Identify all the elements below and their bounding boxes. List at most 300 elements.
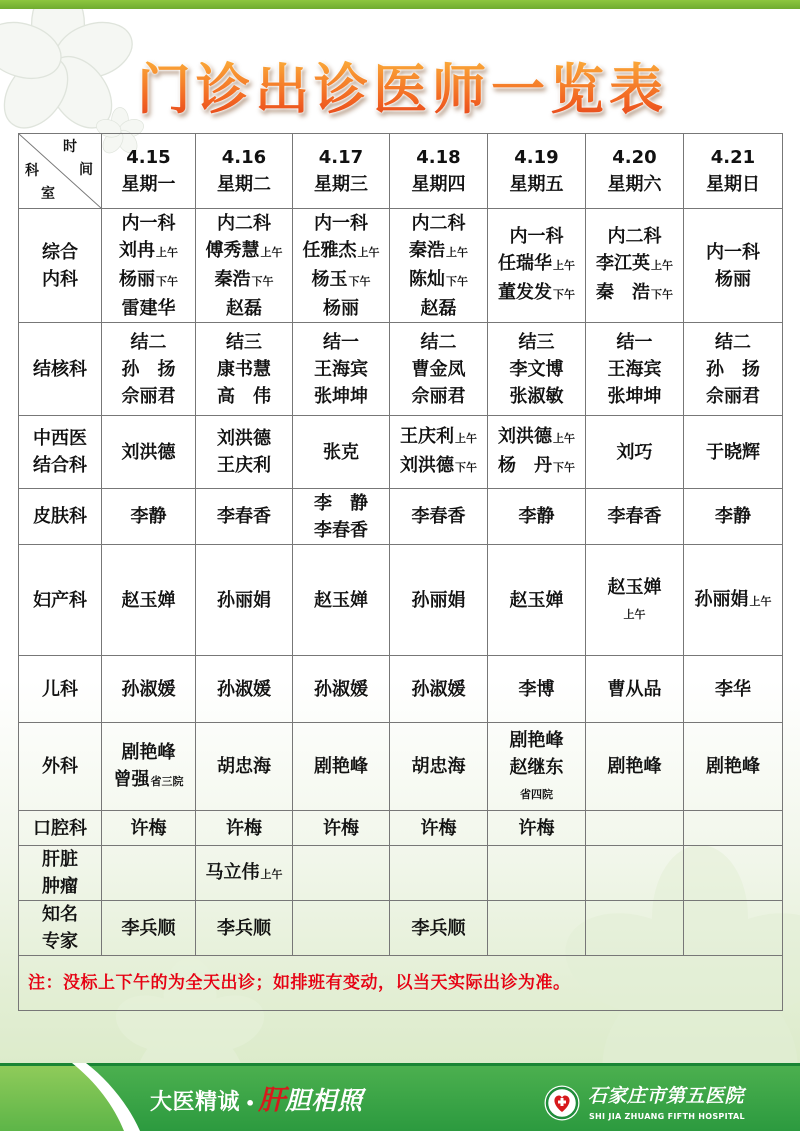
day-weekday: 星期六 [607,174,662,195]
doctor-name: 剧艳峰 [314,756,368,777]
schedule-cell [586,416,684,489]
dept-label-line: 综合 [42,241,78,263]
schedule-cell [488,323,586,416]
schedule-cell [196,901,293,956]
schedule-cell [684,545,783,656]
doctor-line [196,587,292,614]
doctor-line [102,383,195,410]
schedule-cell [196,489,293,545]
doctor-name: 内二科 [411,212,466,234]
doctor-name: 任雅杰 [302,239,357,261]
schedule-cell [586,846,684,901]
doctor-line [293,295,389,322]
session-tag: 下午 [348,274,371,288]
schedule-cell [102,209,196,323]
doctor-name: 李春香 [411,506,466,527]
doctor-line [196,210,292,237]
day-header [102,134,196,209]
doctor-name: 杨玉 [311,268,348,290]
day-weekday: 星期五 [509,174,564,195]
doctor-line [102,266,195,295]
day-weekday: 星期二 [217,174,271,195]
dept-row [19,323,783,416]
doctor-line [488,329,585,356]
schedule-cell [586,811,684,846]
doctor-line [196,503,292,530]
doctor-name: 李江英 [596,253,650,274]
doctor-line [488,383,585,410]
schedule-cell [196,323,293,416]
doctor-line [102,210,195,237]
schedule-cell [390,656,488,723]
doctor-name: 李春香 [217,506,271,527]
doctor-line [488,676,585,703]
doctor-line [390,423,487,452]
schedule-cell [684,723,783,811]
doctor-line [390,587,487,614]
doctor-name: 孙 扬 [706,358,760,380]
doctor-line [586,574,683,601]
schedule-cell [488,846,586,901]
dept-label-line: 儿科 [42,678,78,700]
page-title: 门诊出诊医师一览表 [0,56,800,124]
doctor-line [488,587,585,614]
doctor-line [293,753,389,780]
doctor-name: 杨丽 [715,268,751,290]
doctor-line [293,676,389,703]
schedule-cell [586,323,684,416]
doctor-name: 孙淑媛 [411,678,466,700]
doctor-name: 李静 [715,506,751,527]
schedule-cell [390,846,488,901]
doctor-line [684,439,782,466]
doctor-name: 结三 [518,331,555,353]
session-tag: 下午 [553,288,575,301]
doctor-name: 内一科 [314,212,368,234]
doctor-name: 张坤坤 [314,385,368,407]
slogan-separator: • [245,1094,256,1113]
session-tag: 上午 [553,432,575,445]
doctor-name: 李兵顺 [217,917,271,939]
doctor-name: 李春香 [314,519,368,541]
doctor-name: 刘洪德 [400,455,454,476]
doctor-line [293,383,389,410]
doctor-name: 刘洪德 [121,441,176,463]
doctor-line [293,490,389,517]
doctor-name: 刘洪德 [498,426,552,447]
doctor-name: 陈灿 [409,268,445,290]
schedule-cell [102,545,196,656]
doctor-name: 赵玉婵 [314,589,368,611]
doctor-line [488,452,585,481]
doctor-name: 高 伟 [217,385,271,407]
day-date: 4.15 [126,147,171,168]
corner-cell [19,134,102,209]
doctor-name: 杨 丹 [498,455,552,476]
day-header [684,134,783,209]
doctor-name: 刘洪德 [217,428,271,449]
doctor-name: 李静 [130,506,167,527]
schedule-cell [102,416,196,489]
dept-label-cell [19,416,102,489]
doctor-line [390,503,487,530]
dept-row [19,723,783,811]
schedule-cell [684,416,783,489]
dept-label-line: 口腔科 [33,817,87,839]
doctor-name: 李兵顺 [121,917,176,939]
doctor-name: 内一科 [121,212,176,234]
corner-time-char: 间 [79,162,93,178]
doctor-name: 内二科 [607,226,662,247]
schedule-cell [684,489,783,545]
dept-label-line: 知名 [42,904,78,925]
doctor-name: 结一 [323,331,359,353]
doctor-line [196,452,292,479]
doctor-name: 内一科 [706,241,760,263]
day-weekday: 星期一 [121,174,176,195]
schedule-cell [488,545,586,656]
day-date: 4.20 [612,147,657,168]
doctor-line [102,356,195,383]
schedule-cell [390,209,488,323]
schedule-cell [293,416,390,489]
schedule-cell [293,323,390,416]
doctor-name: 结二 [130,331,167,353]
doctor-line [586,676,683,703]
doctor-name: 康书慧 [217,358,271,380]
doctor-line [390,815,487,842]
doctor-name: 佘丽君 [121,385,176,407]
schedule-cell [488,209,586,323]
doctor-line [102,676,195,703]
doctor-name: 剧艳峰 [706,756,760,777]
doctor-line [293,517,389,544]
doctor-line [102,439,195,466]
doctor-line [390,295,487,322]
doctor-name: 胡忠海 [411,756,466,777]
day-header [293,134,390,209]
doctor-line [488,781,585,807]
doctor-line [586,279,683,308]
schedule-cell [488,489,586,545]
dept-label-line: 皮肤科 [33,506,87,527]
schedule-cell [586,656,684,723]
dept-label-cell [19,545,102,656]
schedule-note: 注：没标上下午的为全天出诊；如排班有变动，以当天实际出诊为准。 [19,956,783,1011]
doctor-name: 佘丽君 [411,385,466,407]
session-tag: 上午 [260,245,283,259]
schedule-cell [102,323,196,416]
doctor-name: 许梅 [420,817,457,839]
schedule-cell [293,209,390,323]
doctor-name: 孙淑媛 [217,678,271,700]
doctor-name: 结一 [616,331,653,353]
doctor-line [196,383,292,410]
dept-label-cell [19,489,102,545]
schedule-cell [102,723,196,811]
schedule-cell [586,489,684,545]
doctor-line [684,329,782,356]
doctor-name: 结二 [715,331,751,353]
schedule-cell [488,723,586,811]
doctor-name: 胡忠海 [217,756,271,777]
session-tag: 下午 [446,274,468,288]
doctor-line [390,753,487,780]
schedule-cell [586,723,684,811]
doctor-name: 许梅 [130,817,167,839]
doctor-name: 李春香 [607,506,662,527]
doctor-name: 剧艳峰 [121,741,176,763]
session-tag: 上午 [651,259,673,272]
doctor-line [488,754,585,781]
doctor-line [390,329,487,356]
dept-row [19,489,783,545]
doctor-name: 王海宾 [607,358,662,380]
session-tag: 下午 [251,274,274,288]
doctor-line [293,329,389,356]
dept-label-cell [19,723,102,811]
session-tag: 下午 [553,461,575,474]
doctor-line [684,503,782,530]
schedule-cell [684,656,783,723]
corner-box [19,134,101,208]
doctor-line [102,766,195,795]
day-header [586,134,684,209]
doctor-name: 王海宾 [314,358,368,380]
session-tag: 下午 [651,288,673,301]
doctor-name: 王庆利 [400,426,454,447]
doctor-line [293,815,389,842]
doctor-line [586,356,683,383]
dept-label-cell [19,209,102,323]
doctor-line [102,739,195,766]
schedule-cell [293,489,390,545]
doctor-line [586,503,683,530]
doctor-name: 剧艳峰 [607,756,662,777]
schedule-cell [390,811,488,846]
schedule-cell [293,901,390,956]
schedule-cell [488,901,586,956]
dept-label-line: 妇产科 [33,589,87,611]
dept-row [19,846,783,901]
schedule-cell [586,209,684,323]
doctor-line [390,266,487,295]
session-tag: 上午 [553,259,575,272]
doctor-name: 李兵顺 [411,917,466,939]
doctor-name: 孙淑媛 [314,678,368,700]
dept-label-cell [19,846,102,901]
footer-slogan [150,1083,363,1119]
schedule-cell [196,416,293,489]
doctor-name: 孙丽娟 [411,589,466,611]
doctor-name: 结三 [226,331,262,353]
doctor-name: 曹从品 [607,678,662,700]
doctor-name: 李静 [518,506,555,527]
dept-label-cell [19,901,102,956]
doctor-name: 张克 [323,441,359,463]
schedule-cell [684,323,783,416]
schedule-cell [390,901,488,956]
doctor-line [586,250,683,279]
dept-row [19,811,783,846]
doctor-name: 李 静 [314,492,368,514]
schedule-cell [196,723,293,811]
doctor-line [586,601,683,627]
doctor-line [293,210,389,237]
doctor-line [102,587,195,614]
schedule-cell [390,489,488,545]
doctor-line [684,383,782,410]
session-tag: 下午 [156,274,178,288]
day-weekday: 星期日 [706,174,760,195]
schedule-cell [488,656,586,723]
doctor-line [293,266,389,295]
session-tag: 上午 [455,432,477,445]
doctor-name: 傅秀慧 [205,239,260,261]
doctor-line [196,237,292,266]
dept-row [19,656,783,723]
schedule-cell [293,723,390,811]
doctor-line [293,356,389,383]
doctor-name: 孙 扬 [121,358,176,380]
doctor-name: 内一科 [509,226,564,247]
schedule-cell [390,723,488,811]
schedule-cell [293,846,390,901]
schedule-cell [488,416,586,489]
dept-label-line: 内科 [42,268,78,290]
doctor-name: 内二科 [217,212,271,234]
doctor-line [488,727,585,754]
schedule-cell [293,656,390,723]
doctor-line [684,266,782,293]
session-tag: 上午 [623,607,646,621]
doctor-line [196,915,292,942]
doctor-line [102,237,195,266]
doctor-name: 刘巧 [616,441,653,463]
session-tag: 上午 [156,245,178,259]
dept-label-line: 专家 [42,931,78,952]
doctor-line [102,329,195,356]
session-tag: 下午 [455,461,477,474]
doctor-name: 任瑞华 [498,253,552,274]
doctor-name: 孙丽娟 [694,588,749,610]
doctor-name: 杨丽 [323,297,359,319]
schedule-cell [586,901,684,956]
schedule-cell [196,846,293,901]
corner-time-char: 时 [63,139,77,155]
doctor-name: 赵玉婵 [121,589,176,611]
schedule-cell [390,416,488,489]
doctor-name: 佘丽君 [706,385,760,407]
dept-label-line: 肝脏 [42,849,78,870]
session-tag: 上午 [357,245,380,259]
doctor-line [102,503,195,530]
day-date: 4.18 [416,147,461,168]
doctor-line [488,503,585,530]
doctor-line [293,439,389,466]
dept-label-line: 外科 [42,756,78,777]
doctor-line [196,815,292,842]
doctor-name: 秦浩 [409,239,445,261]
schedule-cell [586,545,684,656]
doctor-name: 曾强 [113,768,150,790]
doctor-line [196,859,292,888]
hospital-name: 石家庄市第五医院 [588,1085,745,1107]
doctor-name: 赵磊 [226,297,262,319]
doctor-name: 张淑敏 [509,385,564,407]
schedule-cell [196,545,293,656]
session-tag: 省三院 [150,774,184,788]
day-weekday: 星期四 [411,174,466,195]
doctor-line [196,753,292,780]
doctor-line [196,295,292,322]
schedule-cell [293,545,390,656]
doctor-name: 孙淑媛 [121,678,176,700]
slogan-part1: 大医精诚 [150,1090,241,1115]
doctor-name: 赵继东 [509,756,564,778]
doctor-line [586,383,683,410]
doctor-name: 赵玉婵 [509,589,564,611]
slogan-part2: 胆相照 [285,1086,364,1115]
dept-label-cell [19,811,102,846]
doctor-line [102,815,195,842]
schedule-cell [102,846,196,901]
doctor-line [684,239,782,266]
doctor-line [102,295,195,322]
doctor-name: 剧艳峰 [509,729,564,751]
schedule-cell [196,811,293,846]
doctor-name: 秦浩 [214,268,251,290]
doctor-name: 李华 [715,678,751,700]
note-row [19,956,783,1011]
day-date: 4.17 [318,147,364,168]
schedule-cell [488,811,586,846]
doctor-name: 李文博 [509,358,564,380]
doctor-line [390,210,487,237]
doctor-line [196,676,292,703]
doctor-line [390,452,487,481]
doctor-line [293,237,389,266]
doctor-line [390,676,487,703]
dept-row [19,416,783,489]
doctor-name: 董发发 [498,282,552,303]
doctor-name: 赵磊 [420,297,457,319]
doctor-line [488,423,585,452]
schedule-cell [684,846,783,901]
doctor-name: 许梅 [323,817,359,839]
day-header [196,134,293,209]
doctor-name: 李博 [518,678,555,700]
schedule-cell [102,901,196,956]
schedule-cell [102,656,196,723]
doctor-name: 刘冉 [119,239,155,261]
dept-label-line: 肿瘤 [42,876,78,897]
doctor-name: 秦 浩 [596,282,650,303]
day-date: 4.21 [710,147,756,168]
corner-dept-char: 室 [41,186,55,202]
schedule-cell [293,811,390,846]
doctor-line [488,815,585,842]
doctor-name: 许梅 [226,817,262,839]
dept-row [19,209,783,323]
doctor-name: 结二 [420,331,457,353]
doctor-line [684,676,782,703]
dept-label-line: 结核科 [33,358,87,380]
dept-label-line: 结合科 [33,455,87,476]
doctor-line [488,250,585,279]
schedule-cell [684,811,783,846]
doctor-line [684,356,782,383]
